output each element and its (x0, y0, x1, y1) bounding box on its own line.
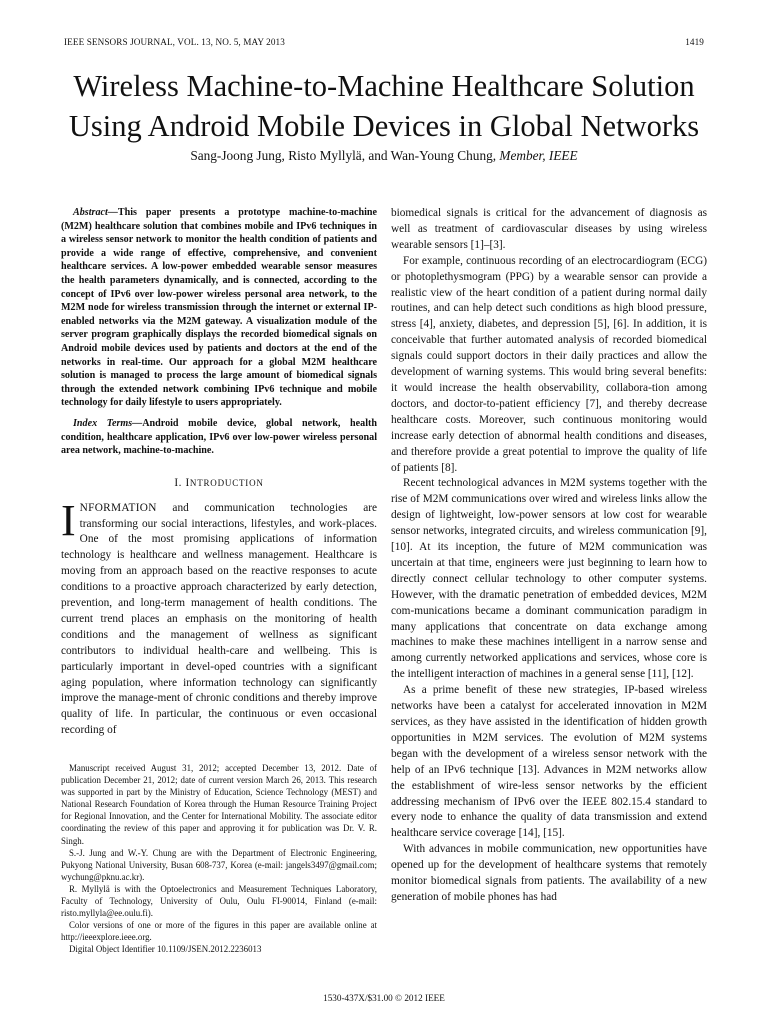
body-paragraph: biomedical signals is critical for the advancement of diagnosis as well as treatment of cardiovascular diseases by using wireless wearable sensors [1]–[3]. (391, 207, 707, 251)
journal-info: IEEE SENSORS JOURNAL, VOL. 13, NO. 5, MAY 2013 (64, 37, 285, 47)
paper-title (40, 66, 728, 146)
abstract (61, 206, 377, 410)
body-paragraph: Recent technological advances in M2M systems together with the rise of M2M communications over wired and wireless links allow the design of lightweight, low-power sensors at low cost for wearable sensor networks, integrated circuits, and wireless communication [9], [10]. At its inception, the future of M2M communication was uncertain at that time, engineers were just beginning to learn how to directly connect cellular technology to other computer systems. However, with the dramatic penetration of embedded devices, M2M com-munications became a dominant communication paradigm in many applications that concentrate on data exchange among machines to make these machines intelligent in a narrow sense and among currently networked applications and services, whose core is the intelligent interaction of machines in a general sense [11], [12]. (391, 477, 707, 681)
abstract-label: Abstract— (73, 207, 118, 218)
drop-cap: I (61, 495, 76, 545)
footnote-affiliation-2: R. Myllylä is with the Optoelectronics and Measurement Techniques Laboratory, Faculty of Technology, University of Oulu, Oulu FI-90014, Finland (e-mail: risto.myllyla@ee.oulu.fi). (61, 883, 377, 919)
page-number: 1419 (685, 37, 704, 47)
section-heading-introduction (61, 476, 377, 492)
index-terms (61, 417, 377, 458)
footnote-doi: Digital Object Identifier 10.1109/JSEN.2012.2236013 (69, 944, 262, 955)
title-line-2: Using Android Mobile Devices in Global Networks (68, 109, 700, 143)
copyright-line: 1530-437X/$31.00 © 2012 IEEE (323, 993, 445, 1003)
section-title: NTRODUCTION (189, 477, 264, 488)
abstract-text: This paper presents a prototype machine-to-machine (M2M) healthcare solution that combines mobile and IPv6 techniques in a wireless sensor network to monitor the health condition of patients and provide a wide range of effective, comprehensive, and convenient healthcare services. A low-power embedded wearable sensor measures the health parameters dynamically, and is connected, according to the concept of IPv6 over low-power wireless personal area network, to the M2M node for wireless transmission through the internet or external IP-enabled networks via the M2M gateway. A visualization module of the server program graphically displays the recorded biomedical signals on Android mobile devices used by patients and doctors at the end of the networks in real-time. Our approach for a global M2M healthcare solution is managed to process the large amount of biomedical signals through the extended network combining IPv6 technique and mobile technology for daily lifestyle to users appropriately. (61, 207, 377, 409)
title-line-1: Wireless Machine-to-Machine Healthcare Solution (73, 69, 695, 103)
intro-text: and communication technologies are transforming our social interactions, lifestyles, and work-places. One of the most promising applications of information technology is healthcare and wellness management. Healthcare is moving from an approach based on the reactive responses to acute conditions to a proactive approach characterized by early detection, prevention, and long-term management of health conditions. The current trend places an emphasis on the monitoring of health conditions and the management of wellness as significant contributors to individual health-care and wellbeing. This is particularly important in devel-oped countries with a significant aging population, where information technology can significantly improve the manage-ment of chronic conditions and thereby improve quality of life. In particular, the continuous or even occasional recording of (61, 501, 377, 737)
left-column (61, 206, 377, 739)
index-terms-text: Android mobile device, global network, health condition, healthcare application, IPv6 over low-power wireless personal area network, machine-to-machine. (61, 417, 377, 457)
footnotes (61, 762, 377, 956)
footnote-manuscript: Manuscript received August 31, 2012; accepted December 13, 2012. Date of publication December 21, 2012; date of current version March 26, 2013. This research was supported in part by the Ministry of Education, Science Technology (MEST) and National Research Foundation of Korea through the Human Resource Training Project for Regional Innovation, and the Center for International Mobility. The associate editor coordinating the review of this paper and approving it for publication was Dr. V. R. Singh. (61, 763, 377, 846)
section-numeral: I. I (174, 476, 190, 489)
body-paragraph: As a prime benefit of these new strategies, IP-based wireless networks have been a catalyst for accelerated innovation in M2M services, as they have assisted in the identification of hidden growth opportunities in M2M services. The evolution of M2M systems began with the development of a wireless sensor network with the help of an IPv6 technique [13]. Advances in M2M networks allow the establishment of wire-less sensor networks by the efficient addressing mechanism of IPv6 over the IEEE 802.15.4 standard to every node to enhance the quality of data transmission and extend healthcare service coverage [14], [15]. (391, 684, 707, 840)
footnote-affiliation-1: S.-J. Jung and W.-Y. Chung are with the Department of Electronic Engineering, Pukyong National University, Busan 608-737, Korea (e-mail: jangels3497@gmail.com; wychung@pknu.ac.kr). (61, 847, 377, 882)
body-paragraph: With advances in mobile communication, new opportunities have opened up for the development of healthcare systems that remotely monitor biomedical signals from patients. The availability of a new generation of mobile phones has had (391, 843, 707, 903)
intro-first-words: NFORMATION (79, 501, 157, 514)
right-column (391, 206, 707, 906)
body-paragraph: For example, continuous recording of an electrocardiogram (ECG) or photoplethysmogram (PPG) by a wearable sensor can provide a realistic view of the heart condition of a patient during normal daily routines, and can help detect such conditions as high blood pressure, stress [4], anxiety, diabetes, and depression [5], [6]. In addition, it is conceivable that further automated analysis of recorded biomedical signals could support doctors in their daily practices and allow the development of warning systems. This would bring several benefits: it would increase the health observability, collabora-tion among doctors, and doctor-to-patient efficiency [7], and thereby decrease healthcare costs. Moreover, such continuous monitoring would increase early detection of abnormal health conditions and diseases, and therefore provide a great potential to improve the quality of life of patients [8]. (391, 254, 707, 474)
footnote-color-versions: Color versions of one or more of the figures in this paper are available online at http://ieeexplore.ieee.org. (61, 920, 377, 943)
index-terms-label: Index Terms— (73, 417, 143, 429)
author-names: Sang-Joong Jung, Risto Myllylä, and Wan-Young Chung, (190, 148, 500, 163)
author-membership: Member, IEEE (499, 148, 578, 163)
intro-paragraph (61, 495, 377, 740)
author-list (40, 148, 728, 164)
running-head (64, 37, 704, 47)
